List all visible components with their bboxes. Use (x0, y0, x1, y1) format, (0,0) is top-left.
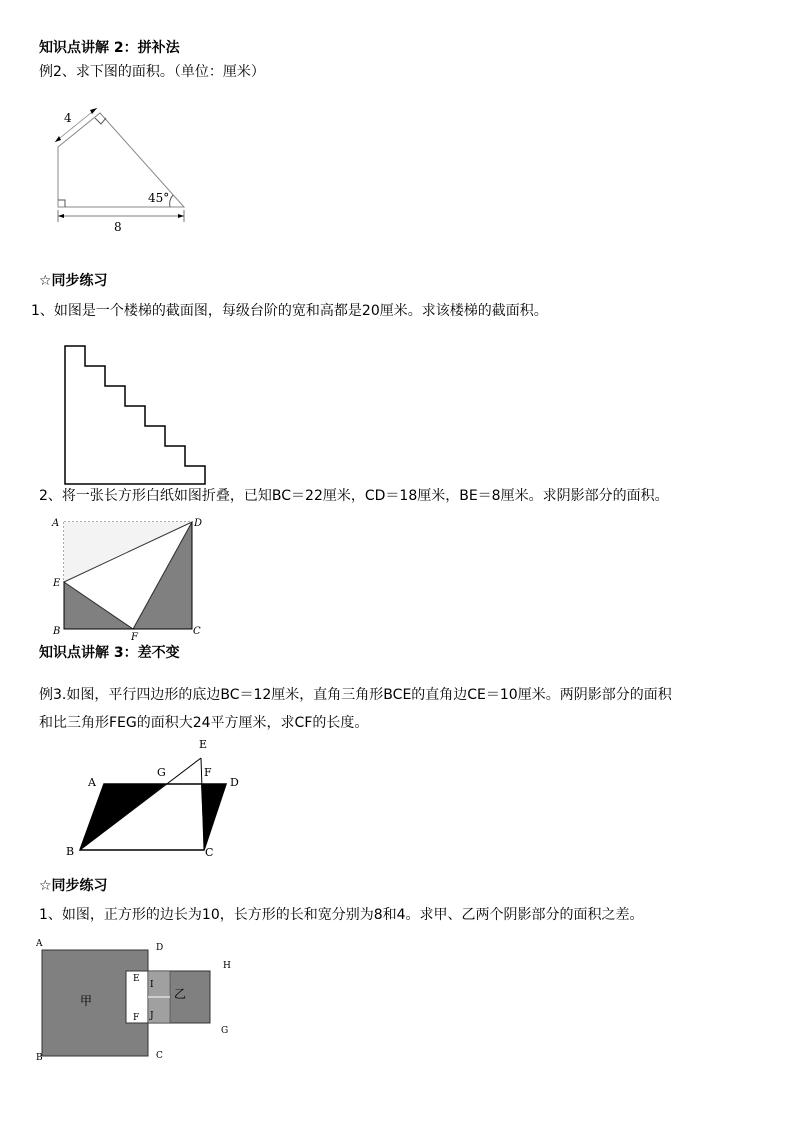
label-f3: F (204, 766, 212, 779)
label-c4: C (156, 1051, 163, 1061)
side-label: 4 (64, 111, 72, 125)
label-yi: 乙 (174, 987, 187, 1001)
label-f: F (131, 632, 138, 643)
practice-1-question-1: 1、如图是一个楼梯的截面图，每级台阶的宽和高都是20厘米。求该楼梯的截面积。 (31, 303, 548, 319)
label-c3: C (205, 846, 214, 859)
label-jia: 甲 (80, 994, 93, 1008)
label-d3: D (230, 776, 239, 789)
practice-2-question-1: 1、如图，正方形的边长为10，长方形的长和宽分别为8和4。求甲、乙两个阴影部分的面积之差。 (39, 907, 644, 923)
base-label: 8 (114, 220, 122, 234)
label-b4: B (36, 1053, 43, 1063)
label-d4: D (156, 943, 164, 953)
example-3-line-2: 和比三角形FEG的面积大24平方厘米，求CF的长度。 (39, 715, 369, 731)
practice-heading-2: ☆同步练习 (39, 878, 108, 894)
label-a3: A (88, 776, 96, 789)
label-e: E (53, 578, 61, 589)
label-a: A (52, 518, 60, 529)
section-heading-2: 知识点讲解 2：拼补法 (39, 40, 180, 56)
label-c: C (193, 626, 201, 637)
label-f4: F (133, 1013, 140, 1023)
label-i4: I (150, 980, 154, 990)
label-a4: A (36, 939, 43, 949)
label-b3: B (66, 845, 75, 858)
label-j4: J (150, 1011, 154, 1021)
example-2-text: 例2、求下图的面积。（单位：厘米） (39, 64, 265, 80)
angle-label: 45° (148, 191, 170, 205)
label-h4: H (223, 961, 231, 971)
label-e3: E (199, 738, 208, 751)
label-g3: G (157, 766, 166, 779)
label-e4: E (133, 974, 140, 984)
section-heading-3: 知识点讲解 3：差不变 (39, 645, 180, 661)
label-b: B (53, 626, 61, 637)
practice-1-question-2: 2、将一张长方形白纸如图折叠，已知BC＝22厘米，CD＝18厘米，BE＝8厘米。求阴影部分的面积。 (39, 488, 669, 504)
practice-heading-1: ☆同步练习 (39, 273, 108, 289)
label-g4: G (221, 1026, 229, 1036)
label-d: D (194, 518, 203, 529)
example-3-line-1: 例3.如图，平行四边形的底边BC＝12厘米，直角三角形BCE的直角边CE＝10厘米。两阴影部分的面积 (39, 687, 672, 703)
